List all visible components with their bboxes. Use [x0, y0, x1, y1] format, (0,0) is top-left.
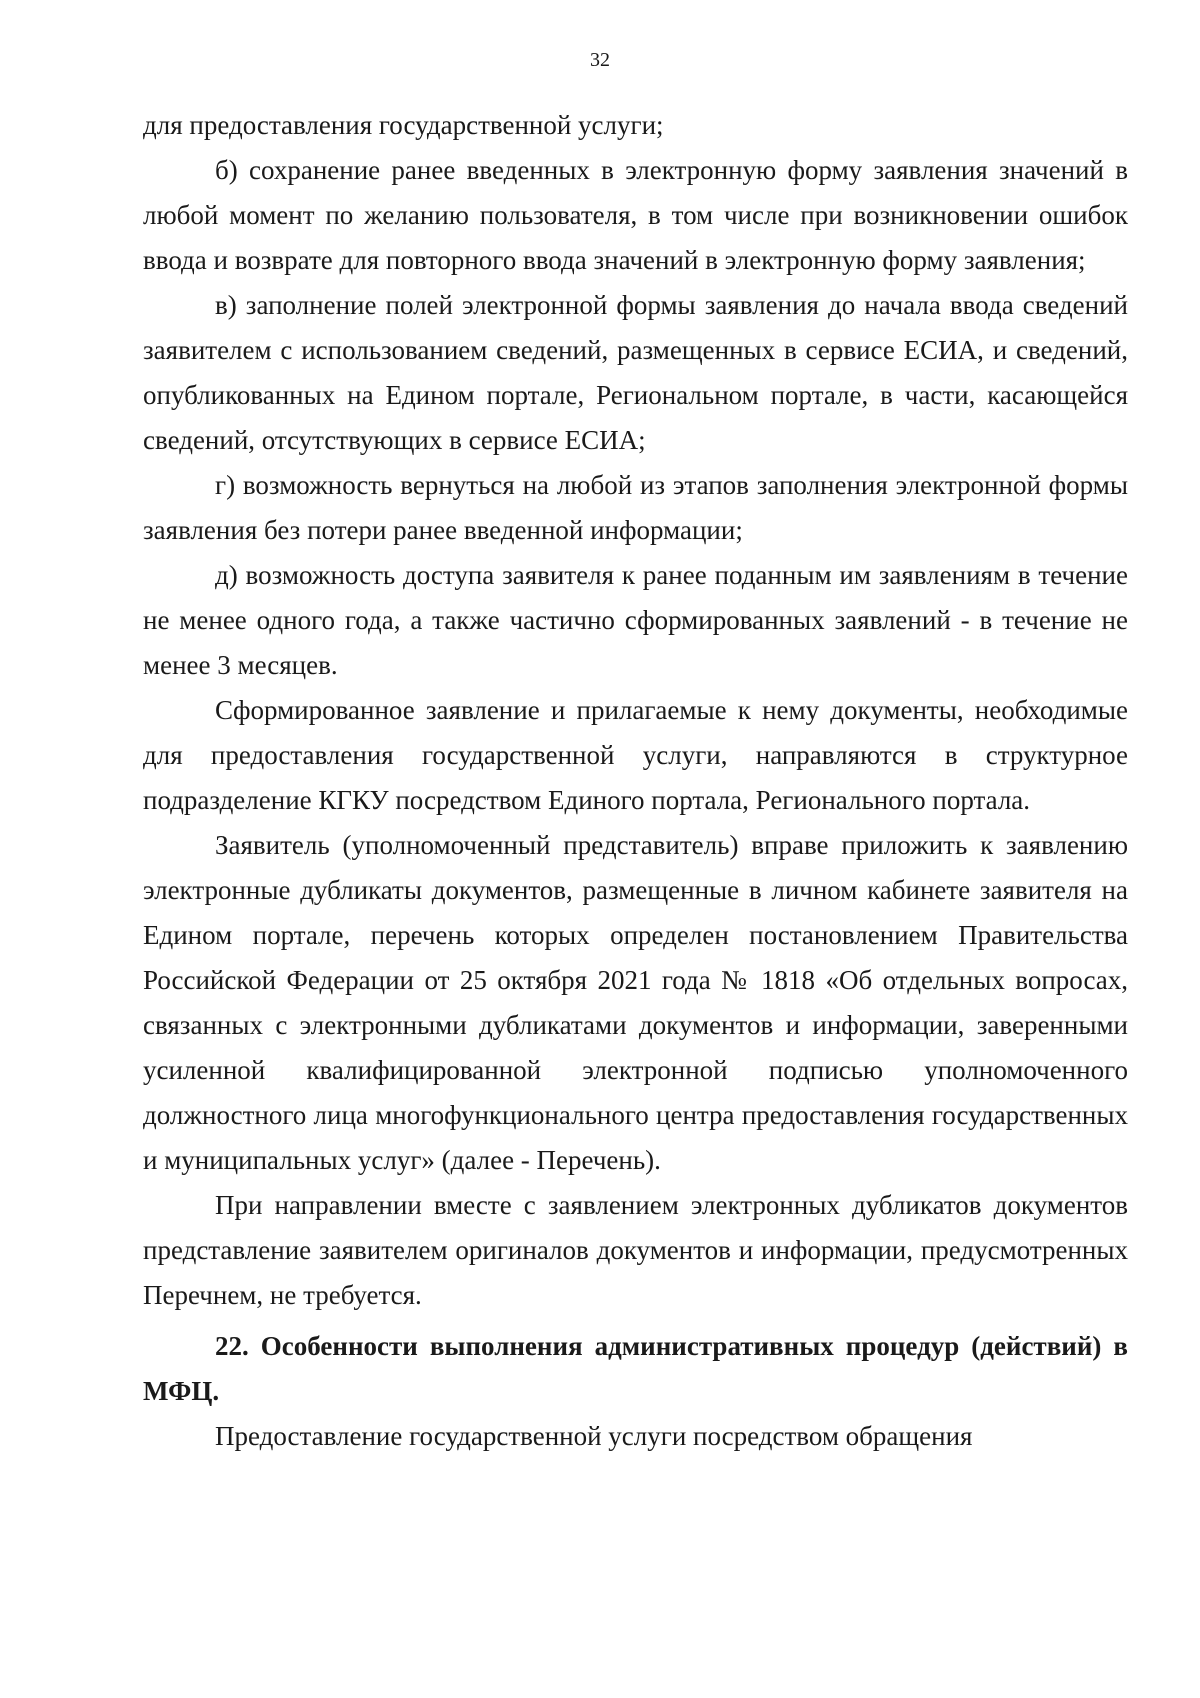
paragraph-submission: Сформированное заявление и прилагаемые к нему документы, необходимые для предоставления государственной услуги, направляются в структурное подразделение КГКУ посредством Единого портала, Регионального портала. — [143, 695, 1128, 815]
paragraph-duplicates: Заявитель (уполномоченный представитель) вправе приложить к заявлению электронные дубликаты документов, размещенные в личном кабинете заявителя на Едином портале, перечень которых определен постановлением Правительства Российской Федерации от 25 октября 2021 года № 1818 «Об отдельных вопросах, связанных с электронными дубликатами документов и информации, заверенными усиленной квалифицированной электронной подписью уполномоченного должностного лица многофункционального центра предоставления государственных и муниципальных услуг» (далее - Перечень). — [143, 830, 1128, 1175]
paragraph-item-v: в) заполнение полей электронной формы заявления до начала ввода сведений заявителем с использованием сведений, размещенных в сервисе ЕСИА, и сведений, опубликованных на Едином портале, Региональном портале, в части, касающейся сведений, отсутствующих в сервисе ЕСИА; — [143, 290, 1128, 455]
paragraph-continuation: для предоставления государственной услуги; — [143, 110, 664, 140]
paragraph-item-g: г) возможность вернуться на любой из этапов заполнения электронной формы заявления без потери ранее введенной информации; — [143, 470, 1128, 545]
paragraph-item-d: д) возможность доступа заявителя к ранее поданным им заявлениям в течение не менее одного года, а также частично сформированных заявлений - в течение не менее 3 месяцев. — [143, 560, 1128, 680]
section-heading: 22. Особенности выполнения административных процедур (действий) в МФЦ. — [143, 1331, 1128, 1406]
paragraph-originals: При направлении вместе с заявлением электронных дубликатов документов представление заявителем оригиналов документов и информации, предусмотренных Перечнем, не требуется. — [143, 1190, 1128, 1310]
page-number: 32 — [590, 49, 610, 71]
document-body — [143, 103, 1128, 1459]
paragraph-item-b: б) сохранение ранее введенных в электронную форму заявления значений в любой момент по желанию пользователя, в том числе при возникновении ошибок ввода и возврате для повторного ввода значений в электронную форму заявления; — [143, 155, 1128, 275]
paragraph-mfc: Предоставление государственной услуги посредством обращения — [215, 1421, 973, 1451]
